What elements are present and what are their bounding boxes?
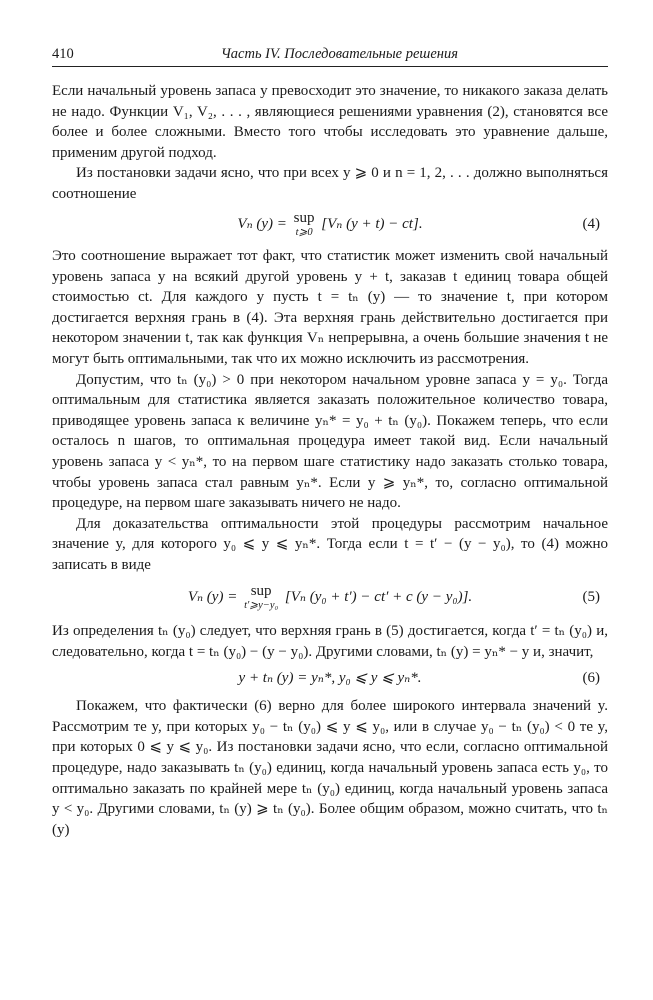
equation-4-sup-op: sup (293, 209, 315, 226)
equation-6 (52, 668, 608, 688)
equation-5-number: (5) (582, 589, 600, 606)
running-header (52, 46, 608, 67)
running-title: Часть IV. Последовательные решения (220, 46, 458, 62)
equation-5-lhs: Vₙ (y) = (187, 588, 238, 605)
book-page (52, 46, 608, 840)
paragraph-4: Допустим, что tₙ (y₀) > 0 при некотором начальном уровне запаса y = y₀. Тогда оптимальным для статистика является заказать положительное количество товара, приводящее уровень запаса к величине yₙ* = y₀ + tₙ (y₀). Покажем теперь, что если осталось n шагов, то оптимальная процедура имеет такой вид. Если начальный уровень запаса y < yₙ*, то на первом шаге статистику надо заказать столько товара, чтобы уровень запаса стал равным yₙ*. Если y ⩾ yₙ*, то, согласно оптимальной процедуре, на первом шаге заказывать ничего не надо. (52, 371, 608, 512)
paragraph-6: Из определения tₙ (y₀) следует, что верхняя грань в (5) достигается, когда t′ = tₙ (y₀) и, следовательно, когда t = tₙ (y₀) − (y − y₀). Другими словами, tₙ (y) = yₙ* − y и, значит, (52, 623, 608, 660)
equation-4-body (237, 211, 422, 239)
equation-5-rhs: [Vₙ (y₀ + t′) − ct′ + c (y − y₀)]. (284, 588, 473, 605)
page-body (52, 81, 608, 840)
equation-5-body (188, 584, 472, 612)
equation-4-lhs: Vₙ (y) = (237, 215, 287, 232)
paragraph-1: Если начальный уровень запаса y превосходит это значение, то никакого заказа делать не надо. Функции V₁, V₂, . . . , являющиеся решениями уравнения (2), становятся все более и более сложными. Вместо того чтобы исследовать это уравнение дальше, применим другой подход. (52, 83, 608, 161)
equation-5-sup-op: sup (250, 582, 272, 599)
paragraph-2: Из постановки задачи ясно, что при всех y ⩾ 0 и n = 1, 2, . . . должно выполняться соотношение (52, 165, 608, 202)
equation-4-sup (294, 211, 315, 239)
equation-4-sup-limit: t⩾0 (295, 226, 313, 238)
equation-4-rhs: [Vₙ (y + t) − ct]. (321, 215, 423, 232)
equation-5-sup (244, 584, 278, 612)
paragraph-7: Покажем, что фактически (6) верно для более широкого интервала значений y. Рассмотрим те y, при которых y₀ − tₙ (y₀) ⩽ y ⩽ y₀, или в случае y₀ − tₙ (y₀) < 0 те y, при которых 0 ⩽ y ⩽ y₀. Из постановки задачи ясно, что если, согласно оптимальной процедуре, надо заказывать tₙ (y₀) единиц, когда начальный уровень запаса есть y₀, то оптимально заказать по крайней мере tₙ (y₀) единиц, когда начальный уровень запаса y < y₀. Другими словами, tₙ (y) ⩾ tₙ (y₀). Более общим образом, можно считать, что tₙ (y) (52, 698, 608, 838)
equation-5 (52, 584, 608, 612)
equation-6-number: (6) (582, 670, 600, 687)
equation-4 (52, 211, 608, 239)
paragraph-5: Для доказательства оптимальности этой процедуры рассмотрим начальное значение y, для которого y₀ ⩽ y ⩽ yₙ*. Тогда если t = t′ − (y − y₀), то (4) можно записать в виде (52, 515, 608, 573)
equation-4-number: (4) (582, 216, 600, 233)
equation-6-body: y + tₙ (y) = yₙ*, y₀ ⩽ y ⩽ yₙ*. (238, 670, 422, 687)
paragraph-3: Это соотношение выражает тот факт, что статистик может изменить свой начальный уровень запаса y на всякий другой уровень y + t, заказав t единиц товара общей стоимостью ct. Для каждого y пусть t = tₙ (y) — то значение t, при котором достигается верхняя грань в (4). Эта верхняя грань действительно достигается при некотором значении t, так как функция Vₙ непрерывна, а очень большие значения t не могут быть оптимальными, так что их можно исключить из рассмотрения. (52, 248, 608, 368)
page-number: 410 (52, 46, 74, 62)
equation-5-sup-limit: t′⩾y−y₀ (244, 599, 279, 611)
